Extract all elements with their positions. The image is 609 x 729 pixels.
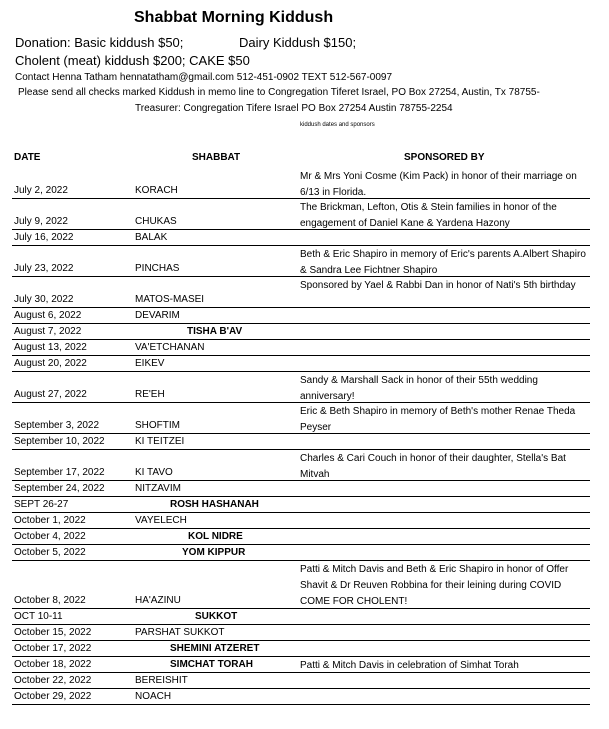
row-date: October 4, 2022	[14, 531, 86, 542]
page-title: Shabbat Morning Kiddush	[134, 9, 334, 26]
row-date: October 17, 2022	[14, 643, 92, 654]
donation-line-1b: Dairy Kiddush $150;	[239, 35, 357, 50]
row-date: August 7, 2022	[14, 326, 82, 337]
row-date: September 10, 2022	[14, 436, 105, 447]
subtitle: kiddush dates and sponsors	[300, 122, 375, 128]
row-date: July 23, 2022	[14, 263, 74, 274]
column-header-date: DATE	[14, 152, 41, 163]
row-date: August 27, 2022	[14, 389, 87, 400]
row-shabbat: SHOFTIM	[135, 420, 180, 431]
row-holiday: YOM KIPPUR	[182, 547, 246, 558]
row-date: September 17, 2022	[14, 467, 105, 478]
table-row	[12, 277, 590, 308]
table-row	[12, 403, 590, 434]
table-row	[12, 689, 590, 705]
row-sponsor: Charles & Cari Couch in honor of their daughter, Stella's Bat Mitvah	[300, 453, 566, 480]
row-shabbat: RE'EH	[135, 389, 165, 400]
checks-line: Please send all checks marked Kiddush in memo line to Congregation Tiferet Israel, PO Box 27254, Austin, Tx 78755-	[18, 87, 540, 98]
row-shabbat: KORACH	[135, 185, 178, 196]
row-holiday: SIMCHAT TORAH	[170, 659, 253, 670]
table-row	[12, 673, 590, 689]
row-date: July 30, 2022	[14, 294, 74, 305]
row-sponsor: Sandy & Marshall Sack in honor of their 55th wedding anniversary!	[300, 375, 538, 402]
table-row	[12, 356, 590, 372]
table-row	[12, 625, 590, 641]
table-row	[12, 168, 590, 199]
row-date: September 24, 2022	[14, 483, 105, 494]
row-shabbat: MATOS-MASEI	[135, 294, 205, 305]
table-row	[12, 434, 590, 450]
row-date: October 22, 2022	[14, 675, 92, 686]
row-date: OCT 10-11	[14, 611, 63, 622]
table-row	[12, 450, 590, 481]
row-holiday: SHEMINI ATZERET	[170, 643, 260, 654]
table-row	[12, 561, 590, 609]
table-row	[12, 497, 590, 513]
row-holiday: TISHA B'AV	[187, 326, 243, 337]
row-shabbat: BEREISHIT	[135, 675, 188, 686]
row-date: October 5, 2022	[14, 547, 86, 558]
donation-line-2: Cholent (meat) kiddush $200; CAKE $50	[15, 53, 250, 68]
row-date: October 29, 2022	[14, 691, 92, 702]
column-header-shabbat: SHABBAT	[192, 152, 241, 163]
row-sponsor: The Brickman, Lefton, Otis & Stein families in honor of the engagement of Daniel Kane & Yardena Hazony	[300, 202, 557, 229]
table-row	[12, 230, 590, 246]
row-date: September 3, 2022	[14, 420, 100, 431]
row-sponsor: Sponsored by Yael & Rabbi Dan in honor of Nati's 5th birthday	[300, 280, 576, 291]
row-holiday: SUKKOT	[195, 611, 238, 622]
table-row	[12, 657, 590, 673]
row-shabbat: VA'ETCHANAN	[135, 342, 205, 353]
table-row	[12, 324, 590, 340]
row-shabbat: PARSHAT SUKKOT	[135, 627, 225, 638]
table-row	[12, 609, 590, 625]
row-holiday: KOL NIDRE	[188, 531, 243, 542]
table-row	[12, 372, 590, 403]
row-sponsor: Patti & Mitch Davis and Beth & Eric Shapiro in honor of Offer Shavit & Dr Reuven Robbina for their leining during COVID COME FOR CHOLENT!	[300, 564, 569, 607]
row-shabbat: NOACH	[135, 691, 172, 702]
table-row	[12, 641, 590, 657]
donation-line-1a: Donation: Basic kiddush $50;	[15, 35, 184, 50]
row-shabbat: EIKEV	[135, 358, 165, 369]
row-date: August 13, 2022	[14, 342, 87, 353]
row-shabbat: CHUKAS	[135, 216, 177, 227]
row-date: July 9, 2022	[14, 216, 68, 227]
row-shabbat: HA'AZINU	[135, 595, 181, 606]
row-date: July 2, 2022	[14, 185, 68, 196]
table-row	[12, 481, 590, 497]
row-date: SEPT 26-27	[14, 499, 69, 510]
column-header-sponsor: SPONSORED BY	[404, 152, 485, 163]
row-shabbat: VAYELECH	[135, 515, 187, 526]
row-date: October 15, 2022	[14, 627, 92, 638]
table-row	[12, 529, 590, 545]
table-row	[12, 545, 590, 561]
row-sponsor: Patti & Mitch Davis in celebration of Simhat Torah	[300, 660, 519, 671]
treasurer-line: Treasurer: Congregation Tifere Israel PO Box 27254 Austin 78755-2254	[135, 103, 453, 114]
schedule-table	[12, 168, 590, 705]
row-sponsor: Beth & Eric Shapiro in memory of Eric's parents A.Albert Shapiro & Sandra Lee Fichtner Shapiro	[300, 249, 586, 276]
row-shabbat: KI TEITZEI	[135, 436, 185, 447]
row-date: August 6, 2022	[14, 310, 82, 321]
row-date: October 1, 2022	[14, 515, 86, 526]
row-date: October 18, 2022	[14, 659, 92, 670]
table-row	[12, 513, 590, 529]
row-shabbat: PINCHAS	[135, 263, 180, 274]
table-row	[12, 199, 590, 230]
row-date: July 16, 2022	[14, 232, 74, 243]
row-sponsor: Eric & Beth Shapiro in memory of Beth's mother Renae Theda Peyser	[300, 406, 576, 433]
row-shabbat: KI TAVO	[135, 467, 173, 478]
row-holiday: ROSH HASHANAH	[170, 499, 259, 510]
row-date: August 20, 2022	[14, 358, 87, 369]
table-row	[12, 308, 590, 324]
table-row	[12, 340, 590, 356]
table-row	[12, 246, 590, 277]
row-shabbat: BALAK	[135, 232, 168, 243]
row-date: October 8, 2022	[14, 595, 86, 606]
row-sponsor: Mr & Mrs Yoni Cosme (Kim Pack) in honor of their marriage on 6/13 in Florida.	[300, 171, 577, 198]
row-shabbat: DEVARIM	[135, 310, 180, 321]
contact-line: Contact Henna Tatham hennatatham@gmail.com 512-451-0902 TEXT 512-567-0097	[15, 72, 393, 83]
row-shabbat: NITZAVIM	[135, 483, 181, 494]
